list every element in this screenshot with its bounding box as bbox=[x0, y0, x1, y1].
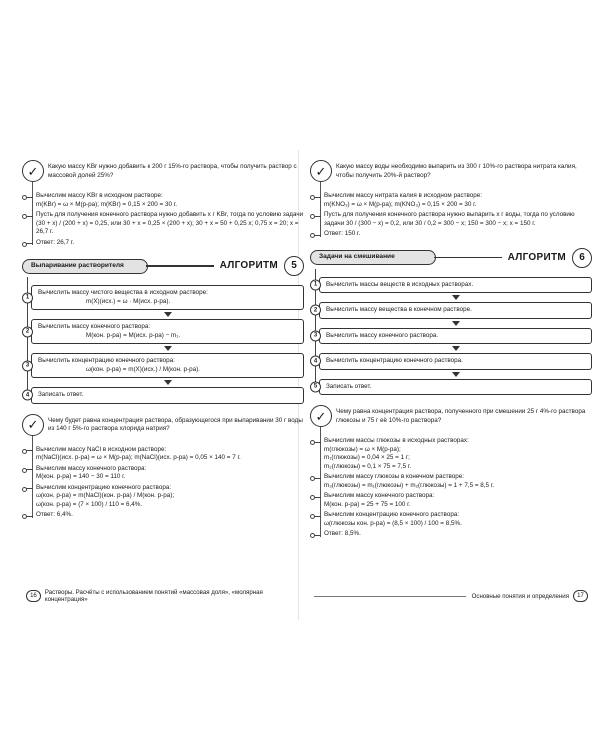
algorithm-step bbox=[22, 319, 304, 344]
running-header: Растворы. Расчёты с использованием понятий «массовая доля», «молярная концентрация» bbox=[44, 589, 263, 603]
problem-question: Чему равна концентрация раствора, полученного при смешении 25 г 4%-го раствора глюкозы и 75 г её 10%-го раствора? bbox=[336, 408, 586, 424]
footer-rule bbox=[314, 596, 466, 597]
solution-step bbox=[36, 446, 304, 463]
step-number: 4 bbox=[310, 356, 321, 367]
algorithm-step bbox=[22, 285, 304, 310]
algorithm-number-badge: 5 bbox=[284, 256, 304, 276]
solution-step bbox=[324, 437, 592, 471]
solution-answer bbox=[36, 239, 304, 248]
step-title: Пусть для получения конечного раствора нужно выпарить x г воды, тогда по условию задачи 30 / (300 − x) = 0,2, или 30 / 0,2 = 300 − x; 150 = 300 − x; x = 150 г. bbox=[324, 211, 575, 227]
algorithm-step bbox=[310, 277, 592, 294]
answer-text: Ответ: 8,5%. bbox=[324, 530, 361, 537]
arrow-down-icon bbox=[319, 370, 592, 379]
checkmark-icon: ✓ bbox=[22, 414, 44, 436]
step-text: Записать ответ. bbox=[326, 382, 372, 390]
solution-step bbox=[36, 192, 304, 209]
step-line: ω(глюкозы кон. р-ра) = (8,5 × 100) / 100 = 8,5%. bbox=[324, 519, 462, 527]
algorithm-number-badge: 6 bbox=[572, 248, 592, 268]
solution-step bbox=[324, 511, 592, 528]
problem-glucose bbox=[310, 405, 592, 539]
step-title: Пусть для получения конечного раствора нужно добавить x г KBr, тогда по условию задачи (30 + x) / (200 + x) = 0,25, или 30 + x = 0,25 × (200 + x); 30 + x = 50 + 0,25 x; 0,75 x = 20; x = 26,7 г. bbox=[36, 211, 304, 235]
arrow-down-icon bbox=[31, 378, 304, 387]
algorithm-label: АЛГОРИТМ bbox=[219, 260, 278, 272]
step-formula: m(X)(исх.) = ω · M(исх. р-ра). bbox=[86, 297, 171, 305]
step-title: Вычислим массу NaCl в исходном растворе: bbox=[36, 445, 167, 453]
step-number: 4 bbox=[22, 390, 33, 401]
step-text: Вычислить массу вещества в конечном растворе. bbox=[326, 306, 472, 313]
step-line: m₃(глюкозы) = m₁(глюкозы) + m₂(глюкозы) = 1 + 7,5 = 8,5 г. bbox=[324, 481, 495, 489]
step-text: Вычислить концентрацию конечного раствора. bbox=[326, 357, 463, 364]
step-text: Вычислить массу конечного раствора. bbox=[326, 331, 439, 339]
step-title: Вычислим концентрацию конечного раствора: bbox=[36, 483, 172, 491]
problem-kbr bbox=[22, 160, 304, 247]
algorithm-6 bbox=[310, 247, 592, 396]
solution-step bbox=[324, 192, 592, 209]
step-line: M(кон. р-ра) = 25 + 75 = 100 г. bbox=[324, 500, 411, 508]
solution-answer bbox=[324, 530, 592, 539]
step-line: ω(кон. р-ра) = m(NaCl)(кон. р-ра) / M(кон. р-ра); bbox=[36, 492, 175, 499]
problem-kno3 bbox=[310, 160, 592, 239]
step-text: Вычислить массу чистого вещества в исходном растворе: bbox=[38, 289, 208, 296]
step-title: Вычислим массу глюкозы в конечном растворе: bbox=[324, 473, 465, 480]
algorithm-rule bbox=[146, 265, 214, 266]
checkmark-icon: ✓ bbox=[310, 405, 332, 427]
algorithm-step bbox=[310, 302, 592, 319]
left-footer bbox=[22, 589, 304, 603]
step-line: m(KNO₃) = ω × M(р-ра); m(KNO₃) = 0,15 × 200 = 30 г. bbox=[324, 200, 477, 208]
algorithm-label: АЛГОРИТМ bbox=[507, 251, 566, 263]
step-number: 1 bbox=[310, 279, 321, 290]
problem-question: Какую массу KBr нужно добавить к 200 г 15%-го раствора, чтобы получить раствор с массовой долей 25%? bbox=[48, 163, 297, 179]
left-page bbox=[22, 160, 304, 615]
arrow-down-icon bbox=[319, 293, 592, 302]
step-title: Вычислим массы глюкозы в исходных растворах: bbox=[324, 437, 469, 444]
step-number: 5 bbox=[310, 381, 321, 392]
step-line: m₁(глюкозы) = 0,04 × 25 = 1 г; bbox=[324, 454, 410, 461]
algorithm-tab: Задачи на смешивание bbox=[310, 250, 436, 265]
step-number: 3 bbox=[22, 360, 33, 371]
algorithm-5 bbox=[22, 255, 304, 404]
checkmark-icon: ✓ bbox=[310, 160, 332, 182]
arrow-down-icon bbox=[31, 344, 304, 353]
solution-step bbox=[36, 484, 304, 510]
problem-connector bbox=[320, 182, 321, 237]
solution-step bbox=[36, 211, 304, 237]
answer-text: Ответ: 26,7 г. bbox=[36, 238, 75, 246]
step-title: Вычислим массу конечного раствора: bbox=[36, 464, 147, 472]
checkmark-icon: ✓ bbox=[22, 160, 44, 182]
problem-question: Какую массу воды необходимо выпарить из 300 г 10%-го раствора нитрата калия, чтобы получить 20%-й раствор? bbox=[336, 163, 577, 179]
solution-step bbox=[324, 492, 592, 509]
step-title: Вычислим массу нитрата калия в исходном растворе: bbox=[324, 192, 483, 199]
step-line: M(кон. р-ра) = 140 − 30 = 110 г. bbox=[36, 473, 126, 480]
algorithm-step bbox=[22, 353, 304, 378]
step-line: m₂(глюкозы) = 0,1 × 75 = 7,5 г. bbox=[324, 462, 412, 470]
solution-step bbox=[36, 465, 304, 482]
algorithm-step bbox=[22, 387, 304, 404]
problem-question: Чему будет равна концентрация раствора, образующегося при выпаривании 30 г воды из 140 г 5%-го раствора хлорида натрия? bbox=[48, 416, 303, 432]
algorithm-step bbox=[310, 379, 592, 396]
solution-step bbox=[324, 473, 592, 490]
step-text: Записать ответ. bbox=[38, 391, 84, 398]
answer-text: Ответ: 6,4%. bbox=[36, 511, 73, 518]
step-number: 1 bbox=[22, 292, 33, 303]
step-line: m(KBr) = ω × M(р-ра); m(KBr) = 0,15 × 200 = 30 г. bbox=[36, 200, 178, 208]
step-line: m(NaCl)(исх. р-ра) = ω × M(р-ра); m(NaCl)(исх. р-ра) = 0,05 × 140 = 7 г. bbox=[36, 454, 241, 461]
right-footer bbox=[310, 589, 592, 603]
problem-connector bbox=[32, 436, 33, 518]
problem-connector bbox=[320, 427, 321, 537]
algorithm-rule bbox=[434, 257, 502, 258]
algorithm-step bbox=[310, 328, 592, 345]
answer-text: Ответ: 150 г. bbox=[324, 230, 361, 237]
step-title: Вычислим массу KBr в исходном растворе: bbox=[36, 192, 163, 199]
solution-answer bbox=[36, 511, 304, 520]
step-number: 2 bbox=[310, 305, 321, 316]
arrow-down-icon bbox=[319, 344, 592, 353]
step-text: Вычислить концентрацию конечного раствора: bbox=[38, 357, 175, 364]
step-title: Вычислим массу конечного раствора: bbox=[324, 492, 435, 499]
arrow-down-icon bbox=[31, 310, 304, 319]
arrow-down-icon bbox=[319, 319, 592, 328]
step-number: 2 bbox=[22, 326, 33, 337]
problem-connector bbox=[32, 182, 33, 245]
step-text: Вычислить массу конечного раствора: bbox=[38, 323, 151, 330]
solution-answer bbox=[324, 230, 592, 239]
step-title: Вычислим концентрацию конечного раствора: bbox=[324, 511, 460, 518]
right-page bbox=[310, 160, 592, 615]
step-formula: M(кон. р-ра) = M(исх. р-ра) − m₁. bbox=[86, 331, 181, 339]
step-formula: ω(кон. р-ра) = m(X)(исх.) / M(кон. р-ра). bbox=[86, 365, 200, 373]
page-number: 17 bbox=[573, 590, 588, 602]
page-number: 16 bbox=[26, 590, 41, 602]
problem-nacl bbox=[22, 414, 304, 520]
step-line: ω(кон. р-ра) = (7 × 100) / 110 = 6,4%. bbox=[36, 500, 143, 508]
running-header: Основные понятия и определения bbox=[471, 592, 569, 600]
algorithm-step bbox=[310, 353, 592, 370]
step-number: 3 bbox=[310, 330, 321, 341]
step-text: Вычислить массы веществ в исходных растворах. bbox=[326, 280, 474, 288]
step-line: m(глюкозы) = ω × M(р-ра); bbox=[324, 445, 401, 453]
solution-step bbox=[324, 211, 592, 228]
algorithm-tab: Выпаривание растворителя bbox=[22, 259, 148, 274]
